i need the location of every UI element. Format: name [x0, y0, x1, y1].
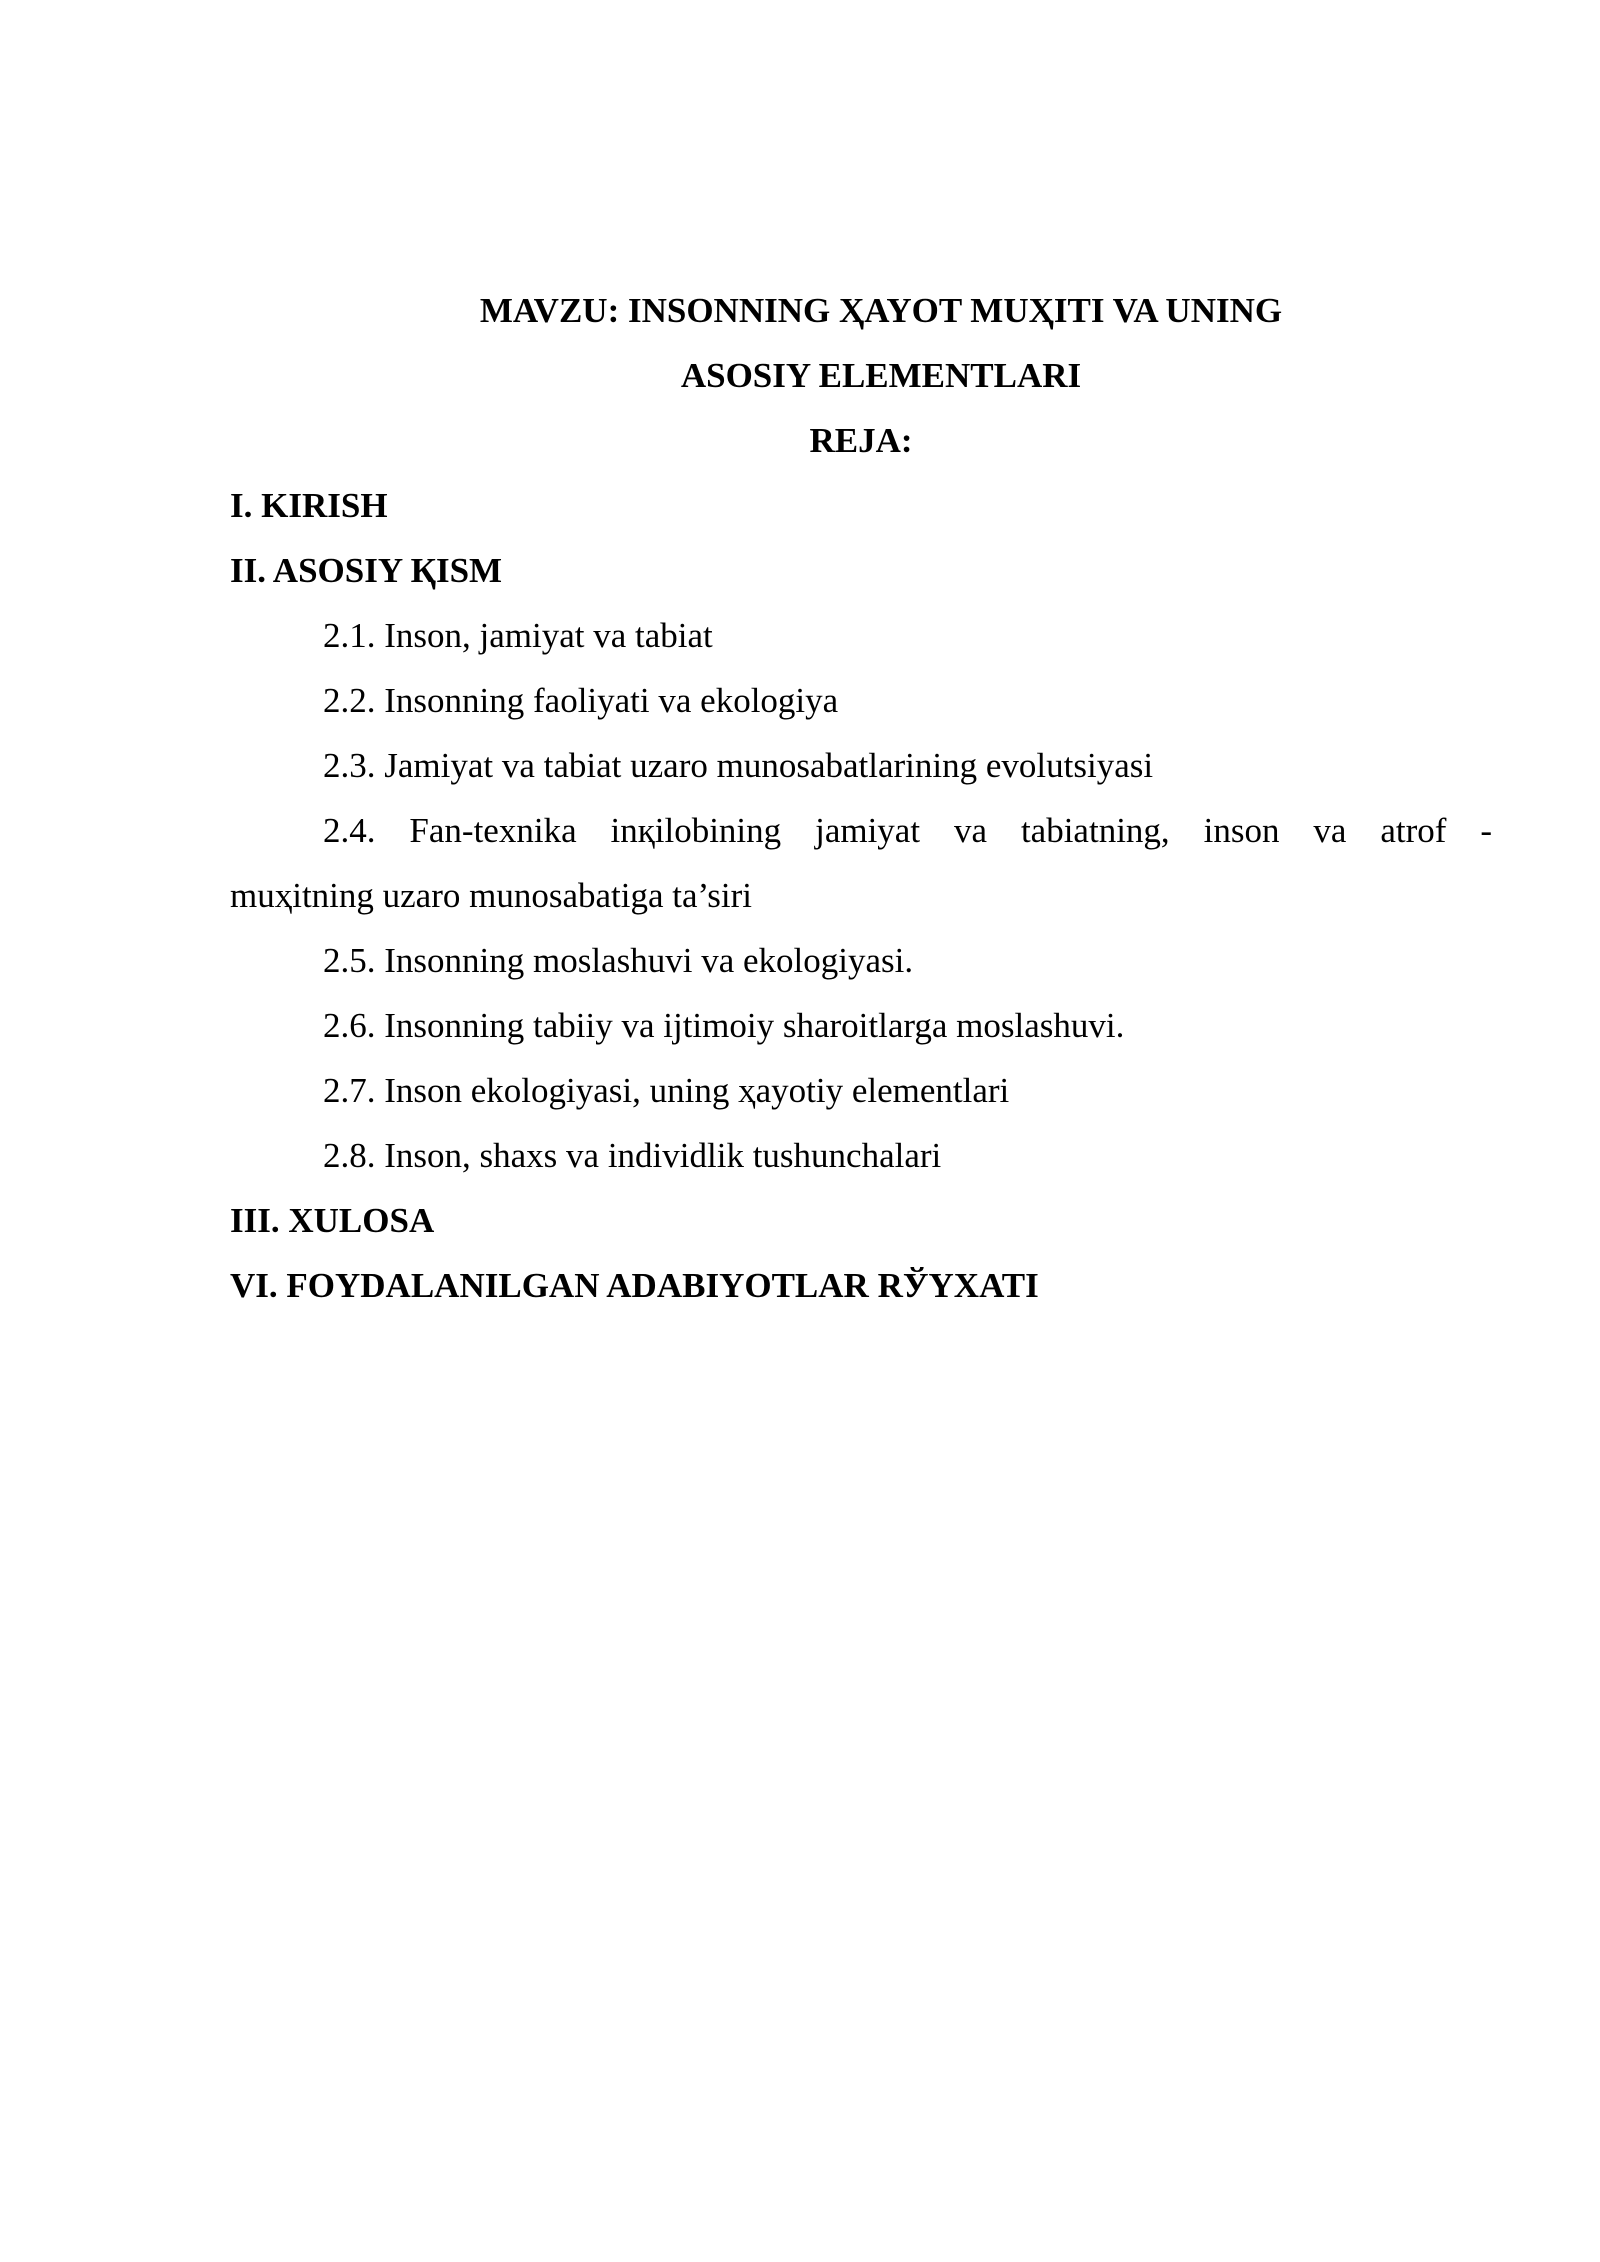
plan-item-2-2: 2.2. Insonning faoliyati va ekologiya [323, 681, 839, 720]
section-introduction: I. KIRISH [230, 486, 388, 525]
plan-item-2-4: 2.4. Fan-texnika inқilobining jamiyat va tabiatning, inson va atrof - [323, 811, 1492, 850]
section-conclusion: III. XULOSA [230, 1201, 435, 1240]
plan-heading: REJA: [809, 421, 913, 460]
page-content [230, 278, 1492, 1318]
plan-item-2-8: 2.8. Inson, shaxs va individlik tushunchalari [323, 1136, 942, 1175]
section-references: VI. FOYDALANILGAN ADABIYOTLAR RЎYXATI [230, 1266, 1039, 1305]
plan-item-2-5: 2.5. Insonning moslashuvi va ekologiyasi. [323, 941, 914, 980]
plan-item-2-4-continuation: muҳitning uzaro munosabatiga ta’siri [230, 876, 752, 915]
plan-item-2-3: 2.3. Jamiyat va tabiat uzaro munosabatlarining evolutsiyasi [323, 746, 1154, 785]
plan-item-2-1: 2.1. Inson, jamiyat va tabiat [323, 616, 713, 655]
document-title-line-2: ASOSIY ELEMENTLARI [680, 356, 1082, 395]
document-title-line-1: MAVZU: INSONNING ҲAYOT MUҲITI VA UNING [479, 291, 1283, 330]
plan-item-2-6: 2.6. Insonning tabiiy va ijtimoiy sharoitlarga moslashuvi. [323, 1006, 1125, 1045]
plan-item-2-7: 2.7. Inson ekologiyasi, uning ҳayotiy elementlari [323, 1071, 1010, 1110]
section-main-part: II. ASOSIY ҚISM [230, 551, 503, 590]
